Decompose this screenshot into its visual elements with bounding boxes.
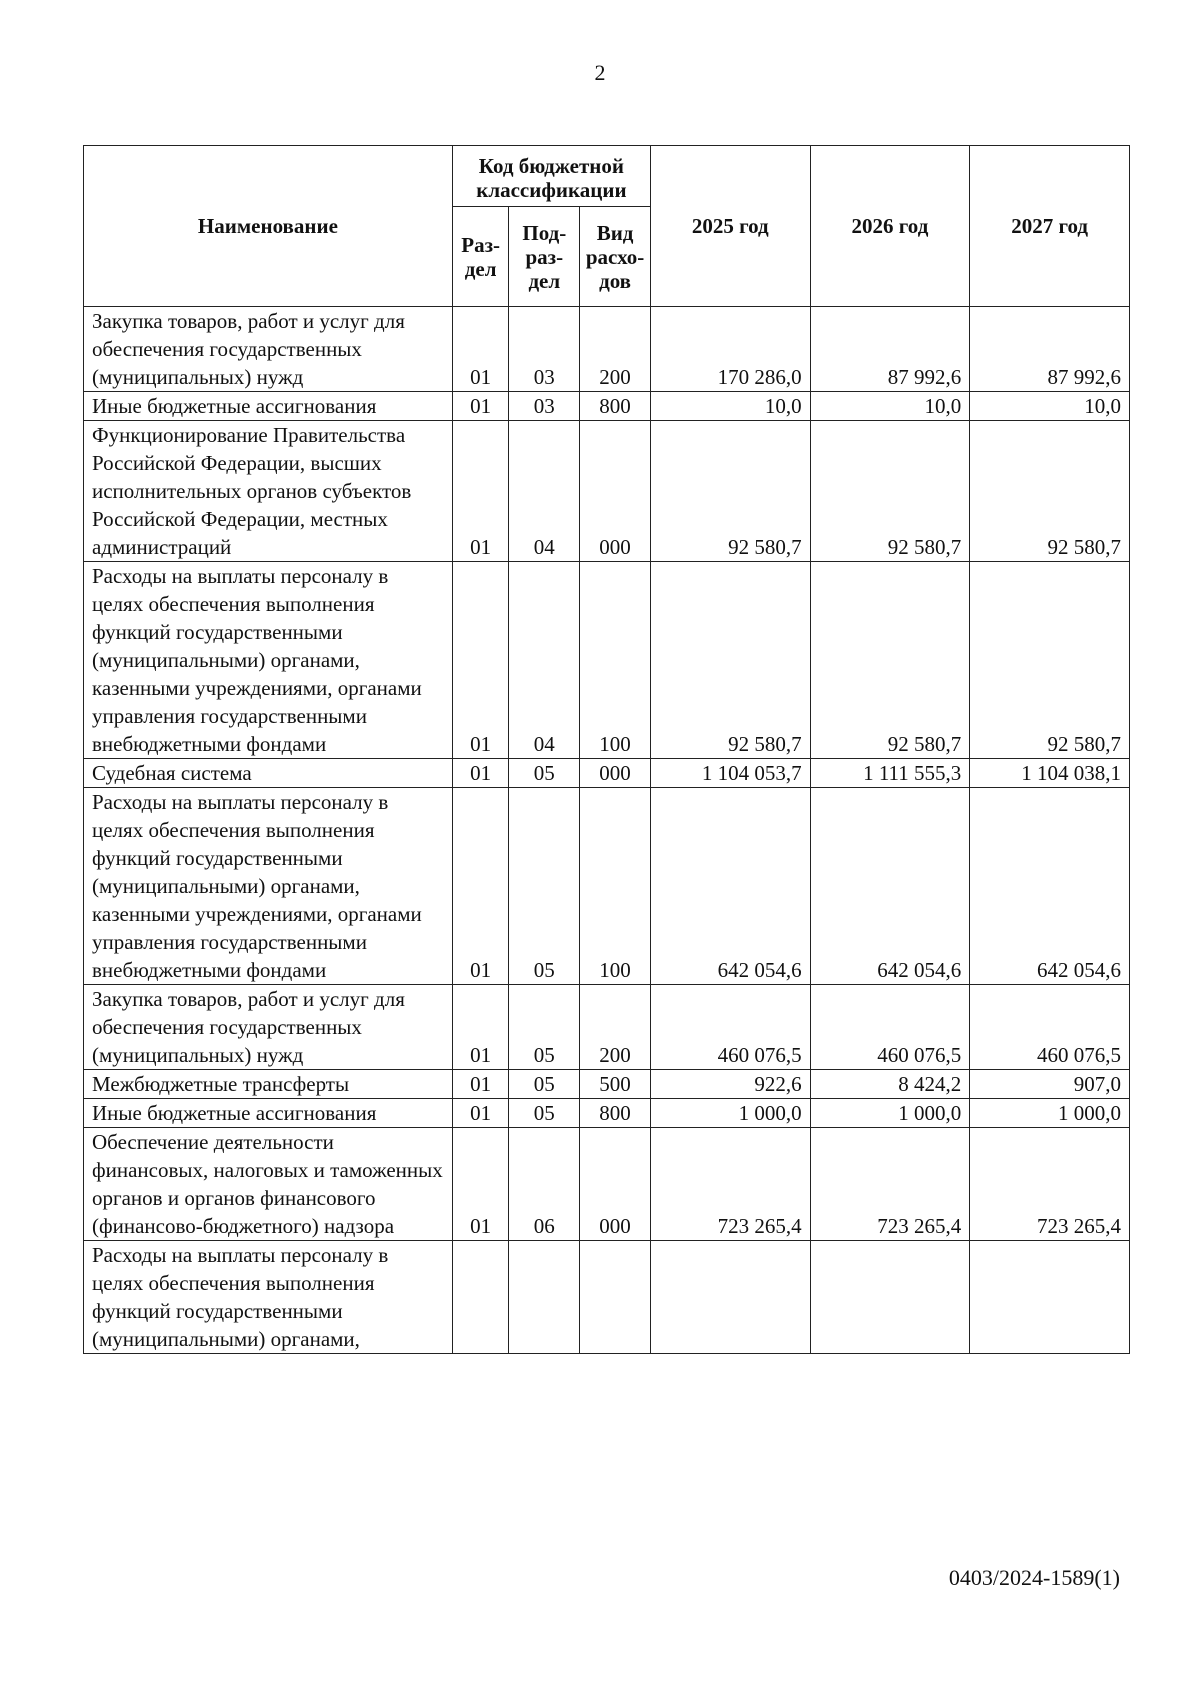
- row-name: Функционирование Правительства Российской Федерации, высших исполнительных органов субъектов Российской Федерации, местных администраций: [84, 421, 453, 562]
- row-podrazdel: 06: [509, 1128, 580, 1241]
- row-vid: 000: [580, 421, 651, 562]
- row-2026: 723 265,4: [810, 1128, 970, 1241]
- row-2027: 1 104 038,1: [970, 759, 1130, 788]
- row-name: Расходы на выплаты персоналу в целях обеспечения выполнения функций государственными (муниципальными) органами, казенными учреждениями, органами управления государственными внебюджетными фондами: [84, 788, 453, 985]
- row-2025: 460 076,5: [650, 985, 810, 1070]
- row-razdel: 01: [452, 307, 509, 392]
- row-2026: 92 580,7: [810, 562, 970, 759]
- row-vid: 200: [580, 307, 651, 392]
- row-2026: 87 992,6: [810, 307, 970, 392]
- row-razdel: 01: [452, 421, 509, 562]
- row-vid: 500: [580, 1070, 651, 1099]
- header-2027: 2027 год: [970, 146, 1130, 307]
- row-2026: 642 054,6: [810, 788, 970, 985]
- row-2026: 92 580,7: [810, 421, 970, 562]
- row-2026: 460 076,5: [810, 985, 970, 1070]
- row-2027: 723 265,4: [970, 1128, 1130, 1241]
- row-2026: 10,0: [810, 392, 970, 421]
- row-name: Расходы на выплаты персоналу в целях обеспечения выполнения функций государственными (муниципальными) органами, казенными учреждениями, органами управления государственными внебюджетными фондами: [84, 562, 453, 759]
- row-2026: 8 424,2: [810, 1070, 970, 1099]
- row-name: Иные бюджетные ассигнования: [84, 392, 453, 421]
- row-razdel: 01: [452, 1070, 509, 1099]
- row-podrazdel: 05: [509, 1099, 580, 1128]
- header-vid: Вид расхо-дов: [580, 207, 651, 307]
- table-row: [84, 1070, 1130, 1099]
- row-razdel: 01: [452, 1099, 509, 1128]
- row-2027: 92 580,7: [970, 562, 1130, 759]
- row-razdel: 01: [452, 788, 509, 985]
- row-2025: 642 054,6: [650, 788, 810, 985]
- row-podrazdel: [509, 1241, 580, 1354]
- header-razdel: Раз-дел: [452, 207, 509, 307]
- row-podrazdel: 03: [509, 392, 580, 421]
- row-razdel: [452, 1241, 509, 1354]
- table-row: [84, 759, 1130, 788]
- page-number: 2: [594, 60, 606, 85]
- row-podrazdel: 05: [509, 788, 580, 985]
- row-vid: [580, 1241, 651, 1354]
- row-vid: 100: [580, 562, 651, 759]
- row-name: Судебная система: [84, 759, 453, 788]
- row-2025: 1 000,0: [650, 1099, 810, 1128]
- row-2025: 92 580,7: [650, 421, 810, 562]
- table-row: [84, 392, 1130, 421]
- row-2025: [650, 1241, 810, 1354]
- row-2027: 87 992,6: [970, 307, 1130, 392]
- document-number: 0403/2024-1589(1): [948, 1565, 1120, 1590]
- row-vid: 800: [580, 1099, 651, 1128]
- row-name: Иные бюджетные ассигнования: [84, 1099, 453, 1128]
- row-podrazdel: 05: [509, 759, 580, 788]
- row-2027: 460 076,5: [970, 985, 1130, 1070]
- row-2025: 10,0: [650, 392, 810, 421]
- row-vid: 000: [580, 759, 651, 788]
- row-2025: 922,6: [650, 1070, 810, 1099]
- table-header: [84, 146, 1130, 307]
- header-name: Наименование: [84, 146, 453, 307]
- table-row: [84, 788, 1130, 985]
- row-2027: 907,0: [970, 1070, 1130, 1099]
- row-vid: 000: [580, 1128, 651, 1241]
- budget-table: [83, 145, 1130, 1354]
- table-row: [84, 307, 1130, 392]
- header-podrazdel: Под-раз-дел: [509, 207, 580, 307]
- row-2027: 92 580,7: [970, 421, 1130, 562]
- row-2025: 1 104 053,7: [650, 759, 810, 788]
- row-name: Межбюджетные трансферты: [84, 1070, 453, 1099]
- row-name: Обеспечение деятельности финансовых, налоговых и таможенных органов и органов финансового (финансово-бюджетного) надзора: [84, 1128, 453, 1241]
- row-podrazdel: 04: [509, 562, 580, 759]
- row-podrazdel: 03: [509, 307, 580, 392]
- row-2026: 1 000,0: [810, 1099, 970, 1128]
- table-row: [84, 985, 1130, 1070]
- row-razdel: 01: [452, 1128, 509, 1241]
- row-razdel: 01: [452, 392, 509, 421]
- row-razdel: 01: [452, 759, 509, 788]
- row-name: Закупка товаров, работ и услуг для обеспечения государственных (муниципальных) нужд: [84, 985, 453, 1070]
- table-row: [84, 1241, 1130, 1354]
- row-razdel: 01: [452, 562, 509, 759]
- row-2025: 170 286,0: [650, 307, 810, 392]
- header-2026: 2026 год: [810, 146, 970, 307]
- table-row: [84, 1099, 1130, 1128]
- table-row: [84, 421, 1130, 562]
- row-2027: 642 054,6: [970, 788, 1130, 985]
- row-2026: [810, 1241, 970, 1354]
- row-2027: 1 000,0: [970, 1099, 1130, 1128]
- table-body: [84, 307, 1130, 1354]
- row-2025: 92 580,7: [650, 562, 810, 759]
- row-podrazdel: 04: [509, 421, 580, 562]
- row-vid: 100: [580, 788, 651, 985]
- table-row: [84, 1128, 1130, 1241]
- header-2025: 2025 год: [650, 146, 810, 307]
- row-vid: 200: [580, 985, 651, 1070]
- row-2027: [970, 1241, 1130, 1354]
- row-podrazdel: 05: [509, 1070, 580, 1099]
- row-podrazdel: 05: [509, 985, 580, 1070]
- row-name: Расходы на выплаты персоналу в целях обеспечения выполнения функций государственными (муниципальными) органами,: [84, 1241, 453, 1354]
- row-2027: 10,0: [970, 392, 1130, 421]
- row-2026: 1 111 555,3: [810, 759, 970, 788]
- row-vid: 800: [580, 392, 651, 421]
- row-name: Закупка товаров, работ и услуг для обеспечения государственных (муниципальных) нужд: [84, 307, 453, 392]
- row-2025: 723 265,4: [650, 1128, 810, 1241]
- table-row: [84, 562, 1130, 759]
- header-code-group: Код бюджетной классификации: [452, 146, 650, 207]
- row-razdel: 01: [452, 985, 509, 1070]
